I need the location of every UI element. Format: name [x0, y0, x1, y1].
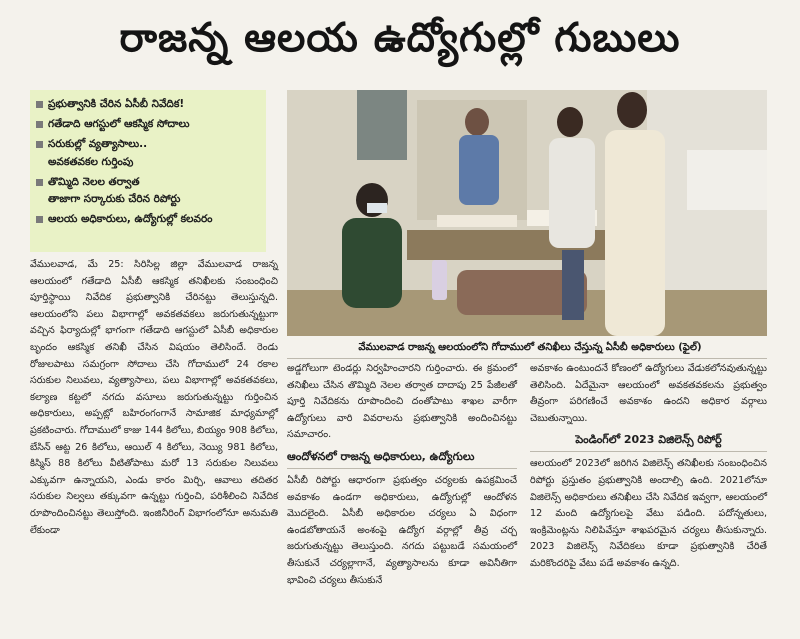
highlight-text: గతేడాది ఆగస్టులో ఆకస్మిక సోదాలు: [48, 118, 190, 131]
highlight-item: [36, 175, 260, 189]
highlight-text: అవకతవకల గుర్తింపు: [48, 155, 134, 168]
highlight-item: [36, 137, 260, 151]
highlight-text: తొమ్మిది నెలల తర్వాత: [48, 175, 140, 188]
highlight-item: [36, 117, 260, 131]
article-column-1: [30, 257, 278, 539]
highlight-item: [36, 97, 260, 111]
subheading: ఆందోళనలో రాజన్న అధికారులు, ఉద్యోగులు: [287, 448, 517, 469]
highlight-text: ఆలయ అధికారులు, ఉద్యోగుల్లో కలవరం: [48, 213, 213, 226]
article-paragraph: అడ్డగోలుగా టెండర్లు నిర్వహించారని గుర్తించారు. ఈ క్రమంలో తనిఖీలు చేసిన తొమ్మిది నెలల తర్వాత దాదాపు 25 పేజీలతో పూర్తి నివేదికను రూపొందించి దంతోపాటు శాఖల వారీగా ఉద్యోగులు వారి వివరాలను ప్రభుత్వానికి అందించినట్టు సమాచారం.: [287, 363, 517, 441]
highlights-box: [30, 90, 266, 252]
square-bullet-icon: [36, 141, 43, 148]
highlight-item: [36, 155, 260, 169]
news-photo: [287, 90, 767, 336]
highlight-text: సరుకుల్లో వ్యత్యాసాలు..: [48, 138, 148, 151]
article-column-3: [530, 361, 767, 573]
article-paragraph: ఆలయంలో 2023లో జరిగిన విజిలెన్స్ తనిఖీలకు సంబంధించిన రిపోర్టు ప్రస్తుతం ప్రభుత్వానికి అందాల్సి ఉంది. 2021లోనూ విజిలెన్స్ అధికారులు తనిఖీలు చేసి నివేదిక ఇవ్వగా, ఆలయంలో 12 మంది ఉద్యోగులపై వేటు పడింది. పదోన్నతులు, ఇంక్రిమెంట్లను నిలిపివేస్తూ శాఖపరమైన చర్యలు తీసుకున్నారు. 2023 విజిలెన్స్ నివేదికలు కూడా ప్రభుత్వానికి చేరితే మరికొందరిపై వేటు పడే అవకాశం ఉన్నది.: [530, 458, 767, 569]
highlight-item: [36, 192, 260, 206]
square-bullet-icon: [36, 121, 43, 128]
subheading: పెండింగ్‌లో 2023 విజిలెన్స్ రిపోర్ట్: [530, 431, 767, 452]
square-bullet-icon: [36, 101, 43, 108]
article-paragraph: వేములవాడ, మే 25: సిరిసిల్ల జిల్లా వేములవాడ రాజన్న ఆలయంలో గతేడాది ఏసీబీ ఆకస్మిక తనిఖీలకు సంబంధించి పూర్తిస్థాయి నివేదిక ప్రభుత్వానికి చేరినట్టు తెలుస్తున్నది. ఆలయంలోని పలు విభాగాల్లో అవకతవకలు జరుగుతున్నట్టుగా వచ్చిన ఫిర్యాదుల్లో భాగంగా గతేడాది ఆగస్టులో ఏసీబీ అధికారుల బృందం ఆకస్మిక తనిఖీ చేసిన విషయం తెలిసిందే. రెండు రోజులపాటు సమగ్రంగా సోదాలు చేసి గోదాములో 24 రకాల సరుకుల నిలువలు, వ్యత్యాసాలు, పలు విభాగాల్లో అవకతవకలు, కల్యాణ కట్టలో నగదు వసూలు జరుగుతున్నట్టు గుర్తించిన అధికారులు, అప్పట్లో బహిరంగంగానే సామాజిక మాధ్యమాల్లో ప్రకటించారు. గోదాములో కాజు 144 కిలోలు, బియ్యం 908 కిలోలు, బేసిన్ ఆట్ట 26 కిలోలు, ఆయిల్ 4 కిలోలు, నెయ్యి 981 కిలోలు, కిస్మిస్ 88 కిలోలు వీటితోపాటు మరో 13 సరుకుల నిలువలు ఎక్కువగా ఉన్నాయని, ఎండు కారం మిర్చి, ఆవాలు తదితర సరుకుల నిల్వలు తక్కువగా ఉన్నట్టు గుర్తించి, పరిశీలించి నివేదిక రూపొందించినట్టు తెలుస్తోంది. ఇంజినీరింగ్ విభాగంలోనూ అనుమతి లేకుండా: [30, 259, 278, 536]
highlight-text: తాజాగా సర్కారుకు చేరిన రిపోర్టు: [48, 192, 181, 205]
article-paragraph: అవకాశం ఉంటుందనే కోణంలో ఉద్యోగులు వేడుకలోనవుతున్నట్టు తెలిసింది. ఏదేమైనా ఆలయంలో అవకతవకలను ప్రభుత్వం తీవ్రంగా పరిగణించే అవకాశం ఉందని అధికార వర్గాలు చెబుతున్నాయి.: [530, 363, 767, 424]
square-bullet-icon: [36, 216, 43, 223]
highlight-text: ప్రభుత్వానికి చేరిన ఏసీబీ నివేదిక!: [48, 98, 185, 110]
photo-caption: వేములవాడ రాజన్న ఆలయంలోని గోదాములో తనిఖీలు చేస్తున్న ఏసీబీ అధికారులు (ఫైల్): [358, 342, 702, 353]
caption-divider: [287, 358, 767, 359]
headline: రాజన్న ఆలయ ఉద్యోగుల్లో గుబులు: [119, 15, 681, 61]
square-bullet-icon: [36, 179, 43, 186]
highlight-item: [36, 212, 260, 226]
inspection-photo-illustration: [287, 90, 767, 336]
article-column-2: [287, 361, 517, 589]
article-paragraph: ఏసీబీ రిపోర్టు ఆధారంగా ప్రభుత్వం చర్యలకు ఉపక్రమించే అవకాశం ఉండగా అధికారులు, ఉద్యోగుల్లో ఆందోళన మొదలైంది. ఏసీబీ అధికారుల చర్యలు ఏ విధంగా ఉండబోతాయనే అంశంపై ఉద్యోగ వర్గాల్లో తీవ్ర చర్చ జరుగుతున్నట్టు తెలుస్తుంది. నగదు పట్టుబడే సమయంలో తీసుకునే చర్యల్లాగానే, వ్యత్యాసాలను కూడా అవినీతిగా భావించి చర్యలు తీసుకునే: [287, 474, 517, 586]
